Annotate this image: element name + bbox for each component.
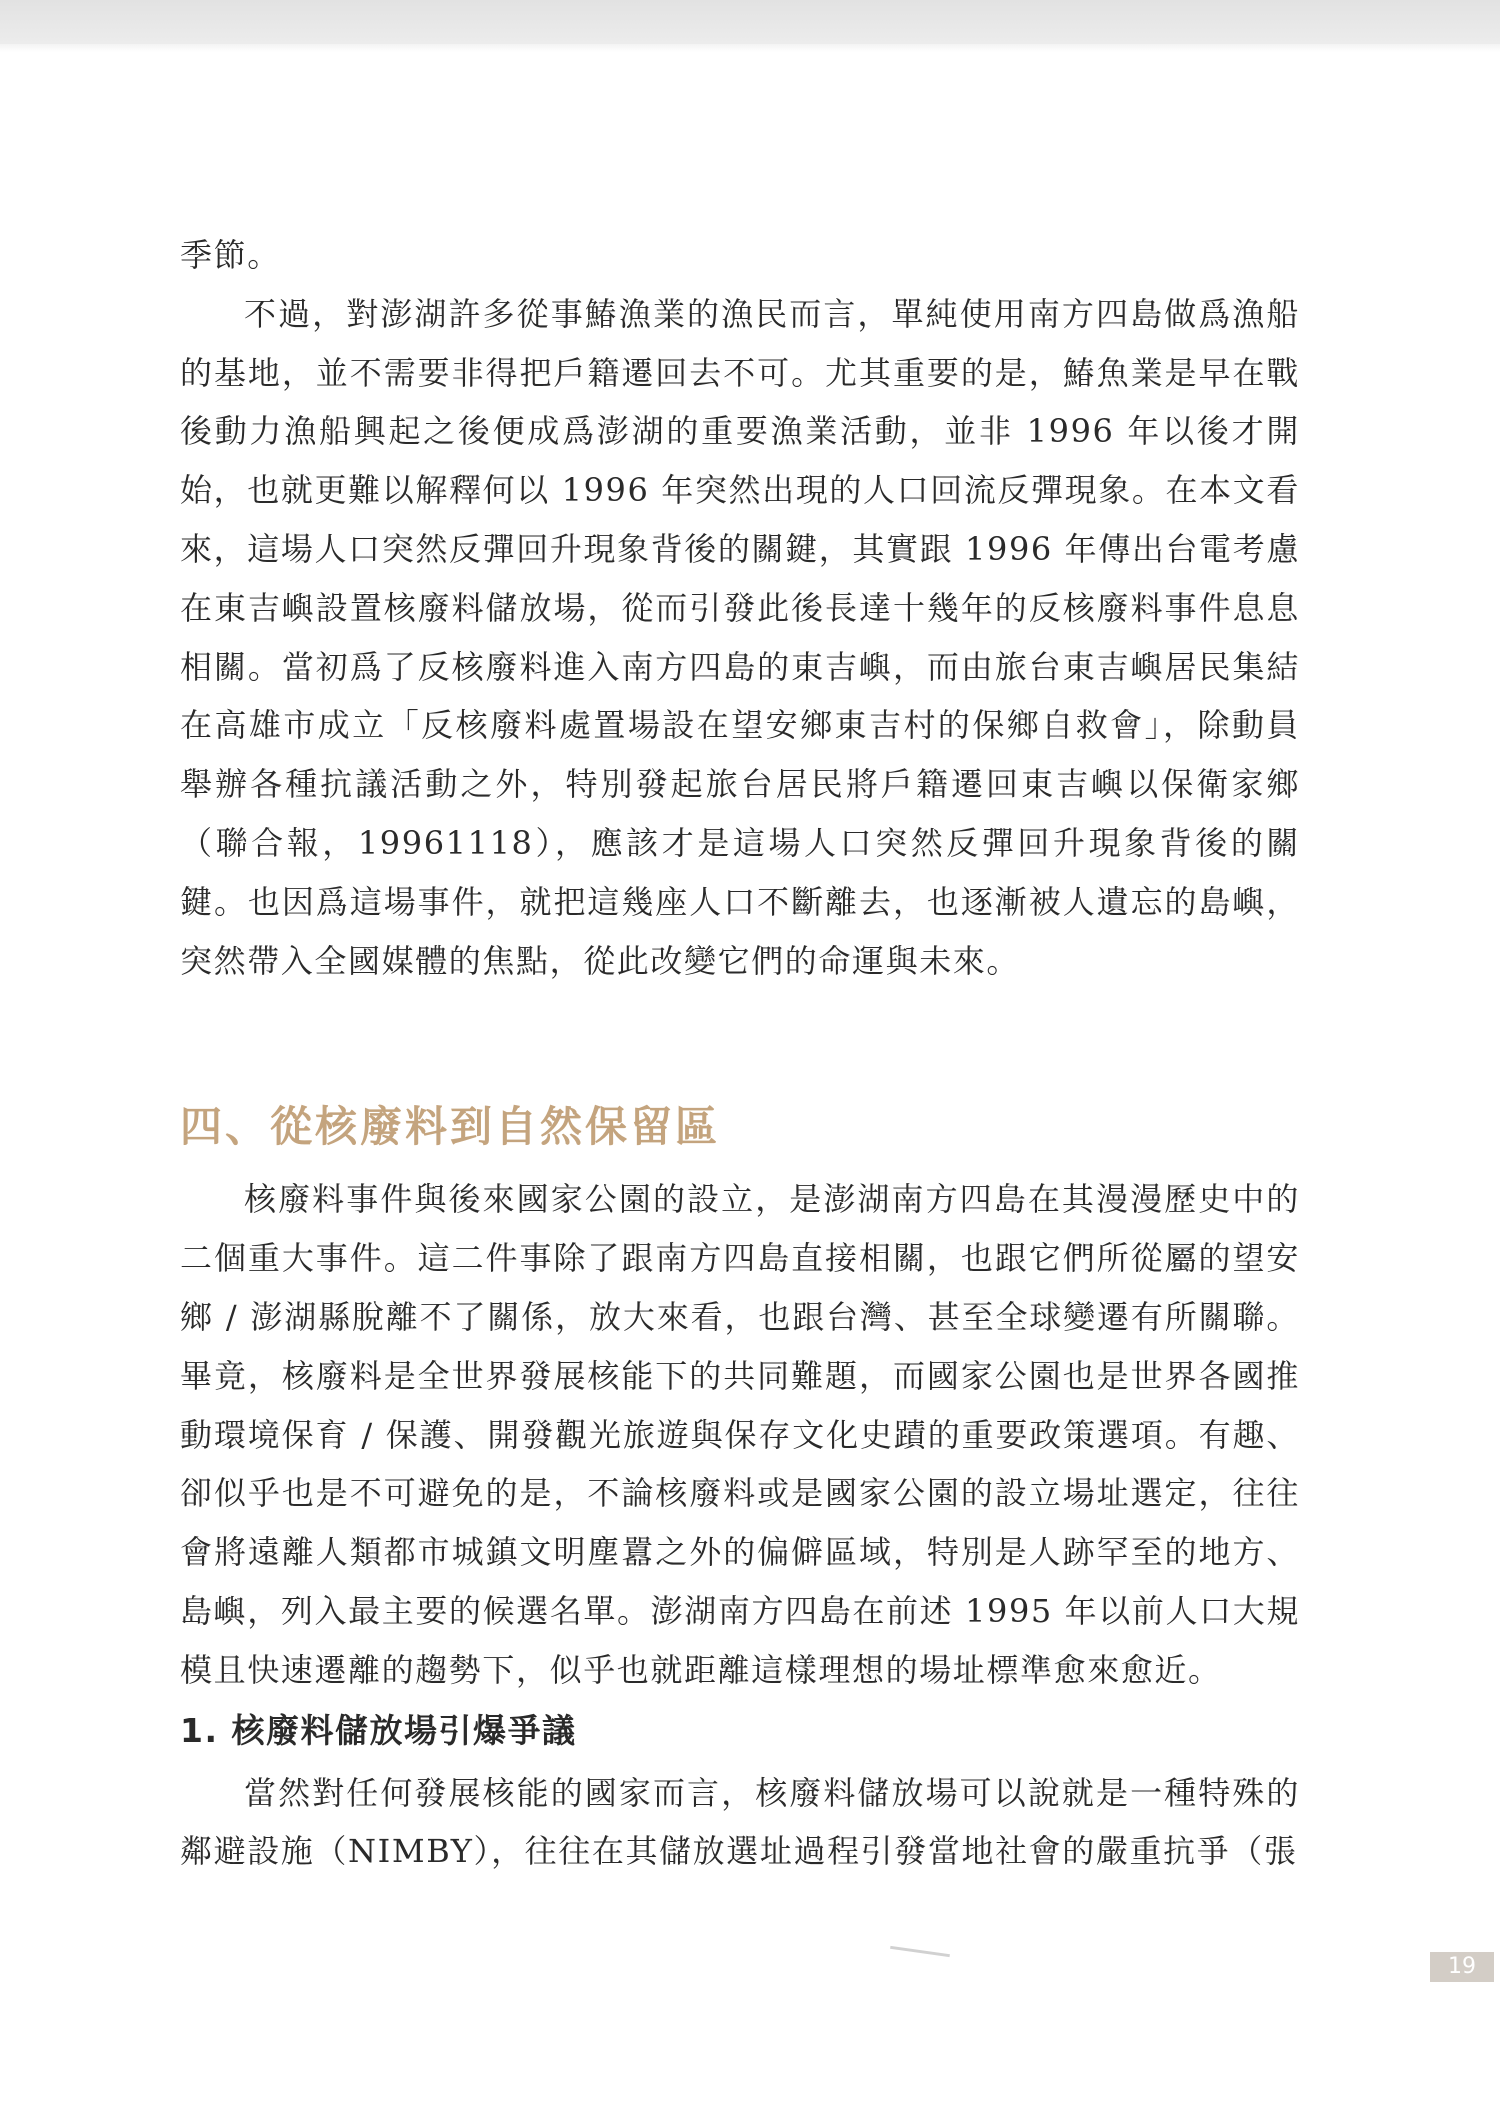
paragraph-continuation: 季節。 — [180, 236, 281, 274]
page-number: 19 — [1430, 1952, 1494, 1982]
scan-mark — [890, 1946, 950, 1957]
paragraph-population-rebound: 不過，對澎湖許多從事鰆漁業的漁民而言，單純使用南方四島做爲漁船的基地，並不需要非得把戶籍遷回去不可。尤其重要的是，鰆魚業是早在戰後動力漁船興起之後便成爲澎湖的重要漁業活動，並非 1996 年以後才開始，也就更難以解釋何以 1996 年突然出現的人口回流反彈現象。在本文看來，這場人口突然反彈回升現象背後的關鍵，其實跟 1996 年傳出台電考慮在東吉嶼設置核廢料儲放場，從而引發此後長達十幾年的反核廢料事件息息相關。當初爲了反核廢料進入南方四島的東吉嶼，而由旅台東吉嶼居民集結在高雄市成立「反核廢料處置場設在望安鄉東吉村的保鄉自救會」，除動員舉辦各種抗議活動之外，特別發起旅台居民將戶籍遷回東吉嶼以保衛家鄉（聯合報，19961118），應該才是這場人口突然反彈回升現象背後的關鍵。也因爲這場事件，就把這幾座人口不斷離去，也逐漸被人遺忘的島嶼，突然帶入全國媒體的焦點，從此改變它們的命運與未來。 — [180, 294, 1300, 980]
paragraph-nuclear-waste-and-park: 核廢料事件與後來國家公園的設立，是澎湖南方四島在其漫漫歷史中的二個重大事件。這二件事除了跟南方四島直接相關，也跟它們所從屬的望安鄉 / 澎湖縣脫離不了關係，放大來看，也跟台灣、甚至全球變遷有所關聯。畢竟，核廢料是全世界發展核能下的共同難題，而國家公園也是世界各國推動環境保育 / 保護、開發觀光旅遊與保存文化史蹟的重要政策選項。有趣、卻似乎也是不可避免的是，不論核廢料或是國家公園的設立場址選定，往往會將遠離人類都市城鎮文明塵囂之外的偏僻區域，特別是人跡罕至的地方、島嶼，列入最主要的候選名單。澎湖南方四島在前述 1995 年以前人口大規模且快速遷離的趨勢下，似乎也就距離這樣理想的場址標準愈來愈近。 — [180, 1180, 1300, 1689]
sub-heading: 1. 核廢料儲放場引爆爭議 — [180, 1710, 577, 1750]
paragraph-nimby: 當然對任何發展核能的國家而言，核廢料儲放場可以說就是一種特殊的鄰避設施（NIMBY），往往在其儲放選址過程引發當地社會的嚴重抗爭（張 — [180, 1773, 1300, 1871]
scan-top-shadow — [0, 44, 1500, 52]
section-heading: 四、從核廢料到自然保留區 — [180, 1102, 721, 1152]
page-body — [180, 226, 1300, 1881]
scan-top-band — [0, 0, 1500, 44]
